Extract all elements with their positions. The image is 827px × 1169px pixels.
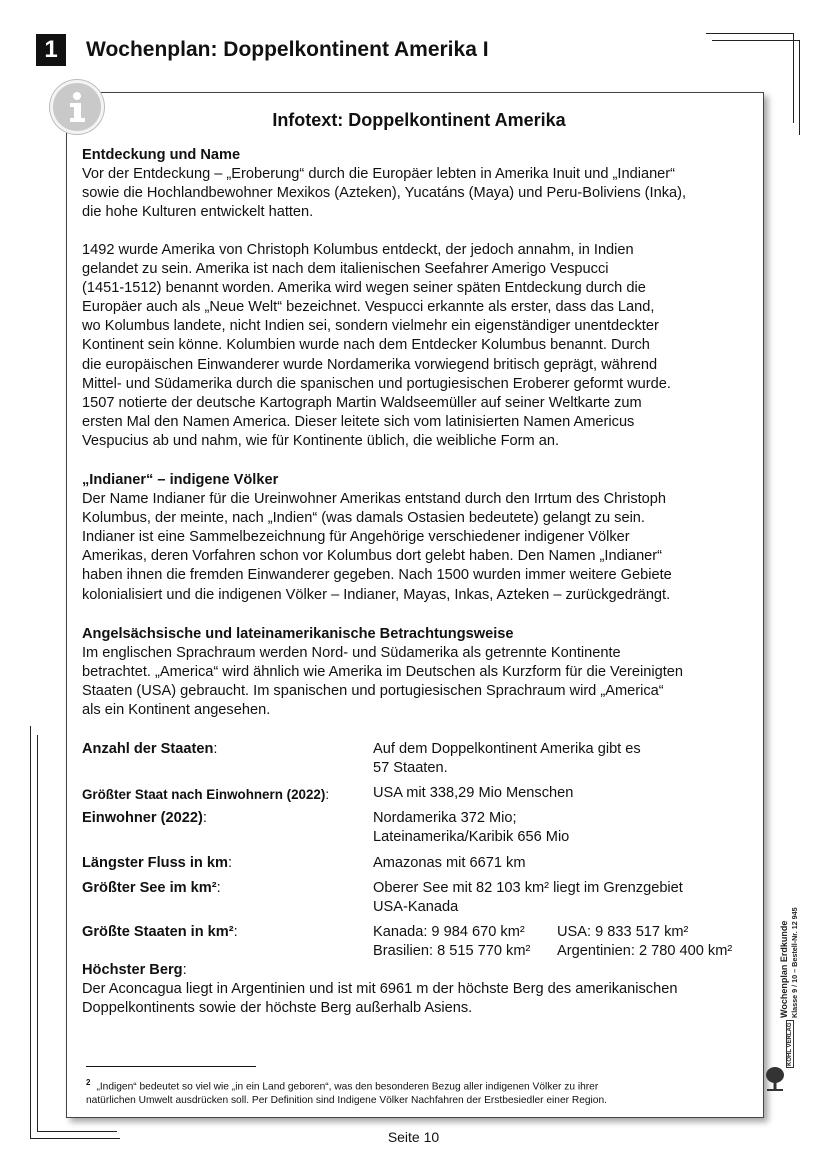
section-columbus [82, 241, 762, 451]
text-line: die europäischen Einwanderer wurde Nordamerika vorwiegend britisch geprägt, während [82, 356, 658, 373]
corner-line-top-right-h1 [706, 33, 794, 34]
text-line: betrachtet. „America“ wird ähnlich wie Amerika im Deutschen als Kurzform für die Vereinigten [82, 664, 684, 681]
fact-value-river: Amazonas mit 6671 km [373, 855, 526, 871]
fact-value-inhabitants: Nordamerika 372 Mio; Lateinamerika/Karibik 656 Mio [373, 810, 570, 846]
fact-label-largest: Größte Staaten in km²: [82, 924, 238, 940]
corner-line-bottom-left-v2 [37, 735, 38, 1131]
text-line: ersten Mal den Namen America. Dieser leitete sich vom latinisierten Namen Americus [82, 413, 635, 430]
footnote-text: „Indigen“ bedeutet so viel wie „in ein Land geboren“, was den besonderen Bezug aller indigenen Völker zu ihrer [96, 1081, 599, 1093]
corner-line-top-right-v2 [799, 40, 800, 135]
text-line: Kontinent sein könne. Kolumbien wurde nach dem Entdecker Kolumbus benannt. Durch [82, 337, 650, 354]
footnote [86, 1076, 726, 1108]
text-line: haben ihnen die fremden Einwanderer gegeben. Nach 1500 wurden immer weitere Gebiete [82, 567, 672, 584]
fact-label-biggest-pop: Größter Staat nach Einwohnern (2022): [82, 787, 330, 802]
text-line: als ein Kontinent angesehen. [82, 702, 271, 719]
side-credit [779, 907, 799, 1019]
footnote-text: natürlichen Umwelt ausdrücken soll. Per Definition sind Indigene Völker Nachfahren der Erstbesiedler einer Region. [86, 1095, 607, 1107]
fact-value-largest-2: USA: 9 833 517 km² [557, 924, 689, 940]
fact-value-mountain [82, 980, 762, 1018]
corner-line-top-right-h2 [712, 40, 800, 41]
section-discovery [82, 146, 762, 222]
footnote-divider [86, 1066, 256, 1067]
fact-value-states: Auf dem Doppelkontinent Amerika gibt es 57 Staaten. [373, 741, 641, 777]
text-line: Doppelkontinents sowie der höchste Berg außerhalb Asiens. [82, 1000, 473, 1017]
side-credit-line-1: Wochenplan Erdkunde [779, 920, 789, 1018]
text-line: (1451-1512) benannt worden. Amerika wird wegen seiner späten Entdeckung durch die [82, 280, 646, 297]
text-line: 1507 notierte der deutsche Kartograph Martin Waldseemüller auf seiner Weltkarte zum [82, 394, 642, 411]
fact-value-largest-3: Brasilien: 8 515 770 km² [373, 943, 531, 959]
side-credit-line-2: Klasse 9 / 10 – Bestell-Nr. 12 945 [790, 907, 799, 1018]
corner-line-top-right-v1 [793, 33, 794, 123]
page-title: Wochenplan: Doppelkontinent Amerika I [86, 38, 489, 61]
text-line: Kolumbus, der meinte, nach „Indien“ (was damals Ostasien bedeutete) gelangt zu sein. [82, 510, 645, 527]
page-number: Seite 10 [387, 1129, 440, 1145]
text-line: wo Kolumbus landete, nicht Indien sei, sondern vielmehr ein eigenständiger unentdeckter [82, 318, 659, 335]
fact-value-largest-4: Argentinien: 2 780 400 km² [557, 943, 733, 959]
text-line: 1492 wurde Amerika von Christoph Kolumbus entdeckt, der jedoch annahm, in Indien [82, 242, 634, 258]
chapter-number: 1 [44, 36, 58, 63]
fact-value-biggest-pop: USA mit 338,29 Mio Menschen [373, 785, 574, 801]
text-line: Staaten (USA) gebraucht. Im spanischen und portugiesischen Sprachraum wird „America“ [82, 683, 664, 700]
footnote-marker: 2 [86, 1078, 91, 1087]
text-line: Amerikas, deren Vorfahren schon vor Kolumbus dort gelebt haben. Den Namen „Indianer“ [82, 548, 663, 565]
section-perspectives [82, 625, 762, 720]
chapter-number-badge [36, 34, 66, 66]
text-line: sowie die Hochlandbewohner Mexikos (Azteken), Yucatáns (Maya) und Peru-Boliviens (Inka), [82, 185, 687, 202]
publisher-name: KOHL VERLAG [787, 1022, 793, 1066]
text-line: Vespucius ab und nahm, wie für Kontinente üblich, die weibliche Form an. [82, 432, 560, 449]
text-line: die hohe Kulturen entwickelt hatten. [82, 204, 314, 221]
section-indigenous [82, 471, 762, 605]
section-heading: Entdeckung und Name [82, 147, 241, 163]
fact-value-lake: Oberer See mit 82 103 km² liegt im Grenzgebiet USA-Kanada [373, 880, 683, 916]
fact-value-largest-1: Kanada: 9 984 670 km² [373, 924, 525, 940]
text-line: Der Name Indianer für die Ureinwohner Amerikas entstand durch den Irrtum des Christoph [82, 491, 667, 508]
text-line: Indianer ist eine Sammelbezeichnung für Angehörige verschiedener indigener Völker [82, 529, 630, 546]
text-line: gelandet zu sein. Amerika ist nach dem italienischen Seefahrer Amerigo Vespucci [82, 261, 609, 278]
text-line: Der Aconcagua liegt in Argentinien und ist mit 6961 m der höchste Berg des amerikanischen [82, 981, 678, 997]
section-heading: „Indianer“ – indigene Völker [82, 472, 279, 488]
fact-label-mountain: Höchster Berg: [82, 962, 187, 978]
info-title: Infotext: Doppelkontinent Amerika [272, 110, 566, 130]
fact-label-river: Längster Fluss in km: [82, 855, 233, 871]
fact-label-lake: Größter See im km²: [82, 880, 221, 896]
text-line: Im englischen Sprachraum werden Nord- und Südamerika als getrennte Kontinente [82, 645, 621, 662]
corner-line-bottom-left-v1 [30, 726, 31, 1138]
text-line: Vor der Entdeckung – „Eroberung“ durch die Europäer lebten in Amerika Inuit und „Indianer“ [82, 166, 676, 183]
text-line: Europäer auch als „Neue Welt“ bezeichnet. Vespucci erkannte als erster, dass das Land, [82, 299, 655, 316]
section-heading: Angelsächsische und lateinamerikanische Betrachtungsweise [82, 626, 514, 642]
fact-label-inhabitants: Einwohner (2022): [82, 810, 207, 826]
fact-label-states: Anzahl der Staaten: [82, 741, 218, 757]
text-line: kolonialisiert und die indigenen Völker – Indianer, Mayas, Inkas, Azteken – zurückgedrängt. [82, 586, 671, 603]
text-line: Mittel- und Südamerika durch die spanischen und portugiesischen Eroberer geformt wurde. [82, 375, 671, 392]
